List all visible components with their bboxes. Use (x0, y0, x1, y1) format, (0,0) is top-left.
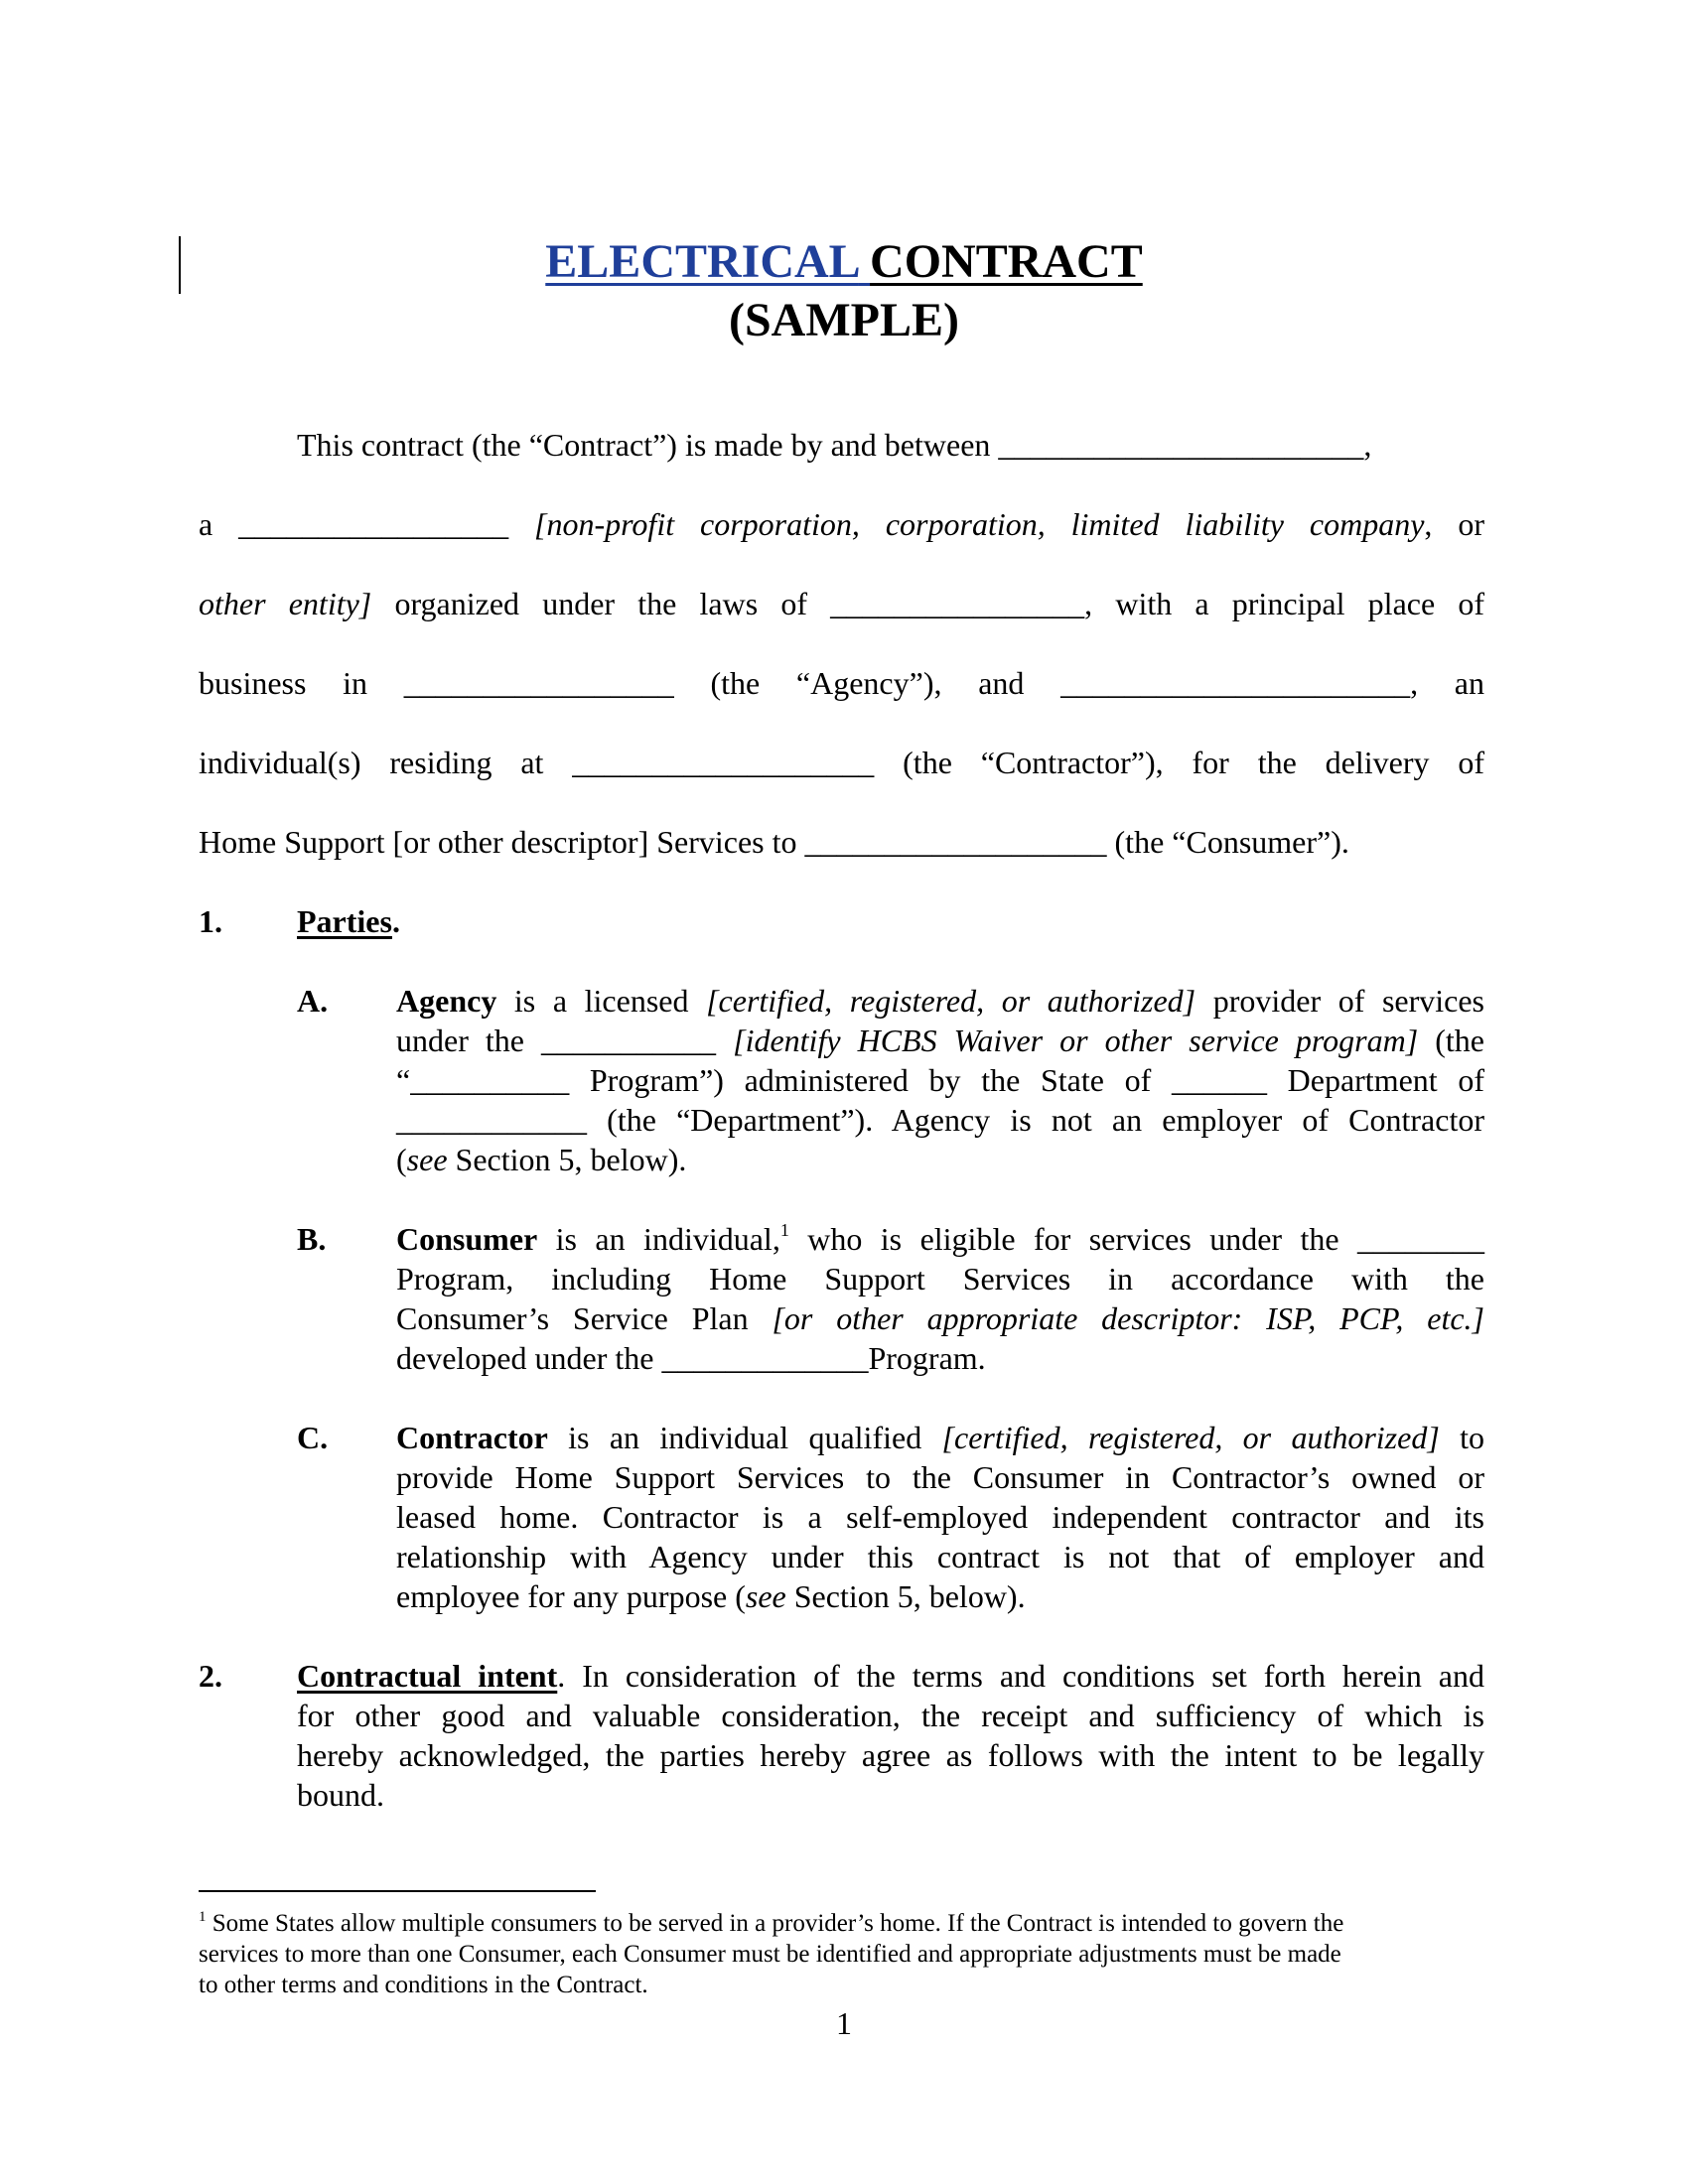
section-1b-line-3: Consumer’s Service Plan [or other appropriate descriptor: ISP, PCP, etc.] (396, 1300, 1485, 1336)
section-1a-line-2: under the ___________ [identify HCBS Waiver or other service program] (the (396, 1023, 1485, 1058)
intro-line-6: Home Support [or other descriptor] Services to ___________________ (the “Consumer”). (199, 824, 1349, 860)
section-1a-line-1: Agency is a licensed [certified, registered, or authorized] provider of services (396, 983, 1485, 1019)
page-number: 1 (836, 2005, 852, 2041)
section-1a-line-4: ____________ (the “Department”). Agency is not an employer of Contractor (396, 1102, 1484, 1138)
section-1a-letter: A. (297, 983, 329, 1019)
footnote-marker: 1 (199, 1909, 207, 1925)
section-1b-line-4: developed under the _____________Program. (396, 1340, 986, 1376)
title-word-electrical: ELECTRICAL (545, 235, 859, 288)
section-1b-letter: B. (297, 1221, 327, 1257)
section-1-heading: Parties. (297, 903, 400, 939)
footnote-separator (199, 1890, 596, 1892)
section-2-line-1: Contractual intent. In consideration of the terms and conditions set forth herein and (297, 1658, 1485, 1694)
section-2-line-3: hereby acknowledged, the parties hereby agree as follows with the intent to be legally (297, 1737, 1484, 1773)
section-2-line-2: for other good and valuable consideration, the receipt and sufficiency of which is (297, 1698, 1484, 1733)
document-title (0, 234, 1688, 290)
footnote-line-2: services to more than one Consumer, each Consumer must be identified and appropriate adjustments must be made (199, 1941, 1341, 1968)
section-1c-line-2: provide Home Support Services to the Consumer in Contractor’s owned or (396, 1459, 1484, 1495)
title-word-contract: CONTRACT (870, 235, 1143, 288)
footnote-reference[interactable]: 1 (779, 1220, 789, 1240)
intro-line-3: other entity] organized under the laws of ________________, with a principal place of (199, 586, 1485, 621)
intro-line-5: individual(s) residing at ___________________ (the “Contractor”), for the delivery of (199, 745, 1484, 780)
footnote-line-3: to other terms and conditions in the Contract. (199, 1972, 648, 1998)
section-2-number: 2. (199, 1658, 222, 1694)
section-1c-line-3: leased home. Contractor is a self-employed independent contractor and its (396, 1499, 1484, 1535)
section-1b-line-1: Consumer is an individual,$^1$ who is eligible for services under the ________ (396, 1220, 1485, 1257)
section-1a-line-3: “__________ Program”) administered by the State of ______ Department of (396, 1062, 1484, 1098)
intro-line-4: business in _________________ (the “Agency”), and ______________________, an (199, 665, 1484, 701)
section-1b-line-2: Program, including Home Support Services in accordance with the (396, 1261, 1484, 1297)
section-1-number: 1. (199, 903, 222, 939)
intro-line-2: a _________________ [non-profit corporation, corporation, limited liability company, or (199, 506, 1484, 542)
section-2-line-4: bound. (297, 1777, 384, 1813)
document-subtitle: (SAMPLE) (729, 294, 959, 346)
section-1c-line-4: relationship with Agency under this contract is not that of employer and (396, 1539, 1484, 1574)
intro-line-1: This contract (the “Contract”) is made by and between _______________________, (297, 427, 1372, 463)
footnote-line-1: $^1$ Some States allow multiple consumers to be served in a provider’s home. If the Contract is intended to govern the (199, 1909, 1344, 1937)
section-1a-line-5: (see Section 5, below). (396, 1142, 687, 1177)
section-1c-line-1: Contractor is an individual qualified [certified, registered, or authorized] to (396, 1420, 1485, 1455)
section-1c-line-5: employee for any purpose (see Section 5, below). (396, 1578, 1026, 1614)
section-1c-letter: C. (297, 1420, 329, 1455)
